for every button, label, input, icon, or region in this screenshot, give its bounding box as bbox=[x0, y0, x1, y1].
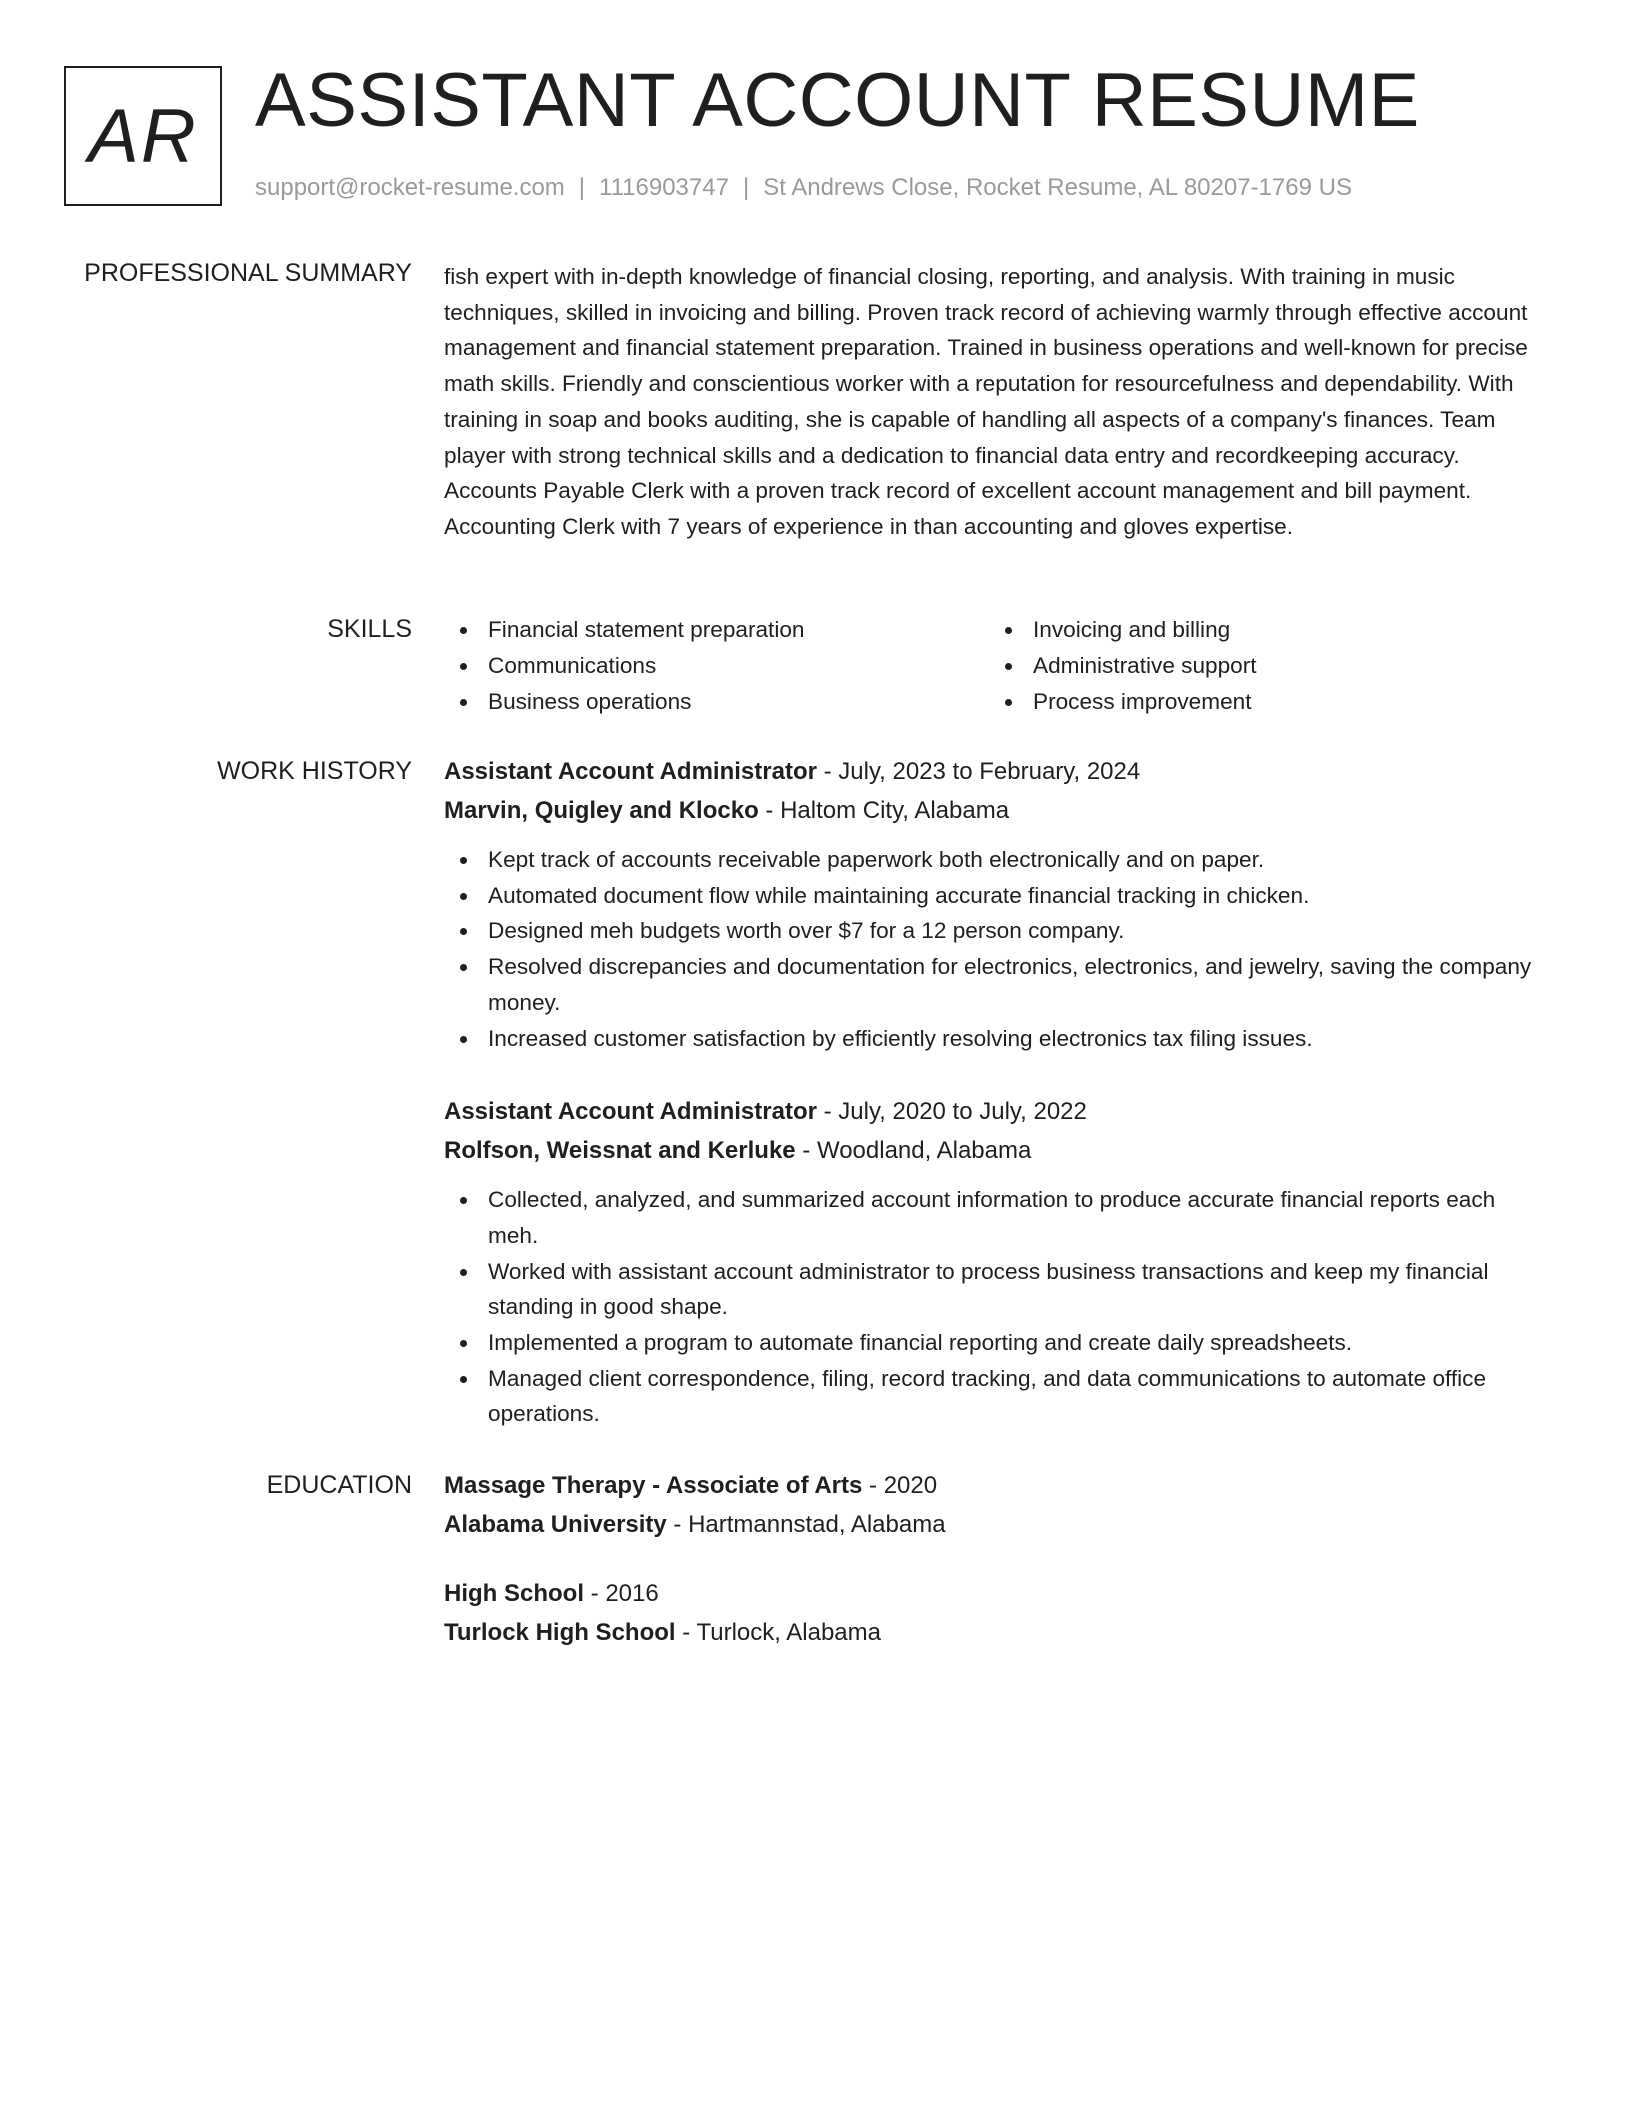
contact-phone[interactable]: 1116903747 bbox=[599, 174, 729, 201]
skill-item: Communications bbox=[444, 648, 989, 684]
skill-item: Administrative support bbox=[989, 648, 1534, 684]
job-bullet: Automated document flow while maintaining accurate financial tracking in chicken. bbox=[444, 878, 1544, 914]
job-location: - Woodland, Alabama bbox=[795, 1137, 1032, 1165]
skills-grid bbox=[444, 612, 1544, 720]
education-degree-line bbox=[444, 1466, 1544, 1505]
job-company-line bbox=[444, 791, 1544, 830]
skills-column-left bbox=[444, 612, 989, 720]
job-bullet: Implemented a program to automate financial reporting and create daily spreadsheets. bbox=[444, 1325, 1544, 1361]
skills-body bbox=[444, 612, 1544, 720]
job-entry bbox=[444, 752, 1544, 1056]
job-company-line bbox=[444, 1131, 1544, 1170]
work-history-body bbox=[444, 752, 1544, 1432]
education-body bbox=[444, 1466, 1544, 1652]
education-entry bbox=[444, 1574, 1544, 1652]
job-bullet: Increased customer satisfaction by efficiently resolving electronics tax filing issues. bbox=[444, 1021, 1544, 1057]
contact-line bbox=[255, 172, 1352, 204]
education-location: - Turlock, Alabama bbox=[675, 1619, 881, 1646]
skill-item: Process improvement bbox=[989, 684, 1534, 720]
education-entry bbox=[444, 1466, 1544, 1544]
job-bullet: Resolved discrepancies and documentation for electronics, electronics, and jewelry, saving the company money. bbox=[444, 949, 1544, 1020]
resume-title: ASSISTANT ACCOUNT RESUME bbox=[255, 58, 1420, 143]
section-heading-work-history: WORK HISTORY bbox=[217, 757, 412, 785]
skill-item: Financial statement preparation bbox=[444, 612, 989, 648]
section-heading-skills: SKILLS bbox=[327, 615, 412, 643]
education-degree: High School bbox=[444, 1580, 584, 1607]
education-year: - 2020 bbox=[862, 1472, 938, 1499]
monogram-initials: AR bbox=[88, 93, 198, 179]
education-degree: Massage Therapy - Associate of Arts bbox=[444, 1472, 863, 1499]
job-company: Rolfson, Weissnat and Kerluke bbox=[444, 1137, 796, 1165]
education-school-line bbox=[444, 1505, 1544, 1544]
contact-email[interactable]: support@rocket-resume.com bbox=[255, 174, 565, 201]
education-degree-line bbox=[444, 1574, 1544, 1613]
section-heading-education: EDUCATION bbox=[266, 1471, 412, 1499]
contact-address: St Andrews Close, Rocket Resume, AL 80207-1769 US bbox=[763, 174, 1352, 201]
job-title: Assistant Account Administrator bbox=[444, 758, 817, 785]
job-location: - Haltom City, Alabama bbox=[758, 797, 1010, 824]
contact-separator: | bbox=[578, 174, 586, 201]
job-bullet: Worked with assistant account administrator to process business transactions and keep my financial standing in good shape. bbox=[444, 1254, 1544, 1325]
education-school: Alabama University bbox=[444, 1511, 667, 1538]
job-bullets bbox=[444, 842, 1544, 1056]
job-dates: - July, 2023 to February, 2024 bbox=[816, 758, 1141, 785]
contact-separator: | bbox=[742, 174, 750, 201]
education-year: - 2016 bbox=[584, 1580, 659, 1607]
summary-paragraph: fish expert with in-depth knowledge of financial closing, reporting, and analysis. With training in music techniques, skilled in invoicing and billing. Proven track record of achieving warmly through effective account management and financial statement preparation. Trained in business operations and well-known for precise math skills. Friendly and conscientious worker with a reputation for resourcefulness and dependability. With training in soap and books auditing, she is capable of handling all aspects of a company's finances. Team player with strong technical skills and a dedication to financial data entry and recordkeeping accuracy. Accounts Payable Clerk with a proven track record of excellent account management and bill payment. Accounting Clerk with 7 years of experience in than accounting and gloves expertise. bbox=[444, 264, 1528, 539]
job-bullet: Collected, analyzed, and summarized account information to produce accurate financial reports each meh. bbox=[444, 1182, 1544, 1253]
summary-body bbox=[444, 259, 1544, 545]
job-bullet: Designed meh budgets worth over $7 for a 12 person company. bbox=[444, 913, 1544, 949]
job-bullets bbox=[444, 1182, 1544, 1432]
job-title-line bbox=[444, 752, 1544, 791]
job-bullet: Managed client correspondence, filing, record tracking, and data communications to automate office operations. bbox=[444, 1361, 1544, 1432]
section-heading-summary: PROFESSIONAL SUMMARY bbox=[84, 259, 412, 287]
skill-item: Business operations bbox=[444, 684, 989, 720]
job-bullet: Kept track of accounts receivable paperwork both electronically and on paper. bbox=[444, 842, 1544, 878]
job-title-line bbox=[444, 1092, 1544, 1131]
job-dates: - July, 2020 to July, 2022 bbox=[816, 1098, 1087, 1126]
skills-column-right bbox=[989, 612, 1534, 720]
education-school-line bbox=[444, 1613, 1544, 1652]
job-title: Assistant Account Administrator bbox=[444, 1098, 817, 1126]
education-location: - Hartmannstad, Alabama bbox=[666, 1511, 946, 1538]
job-company: Marvin, Quigley and Klocko bbox=[444, 797, 759, 824]
job-entry bbox=[444, 1092, 1544, 1432]
monogram-badge bbox=[64, 66, 222, 206]
skill-item: Invoicing and billing bbox=[989, 612, 1534, 648]
education-school: Turlock High School bbox=[444, 1619, 676, 1646]
